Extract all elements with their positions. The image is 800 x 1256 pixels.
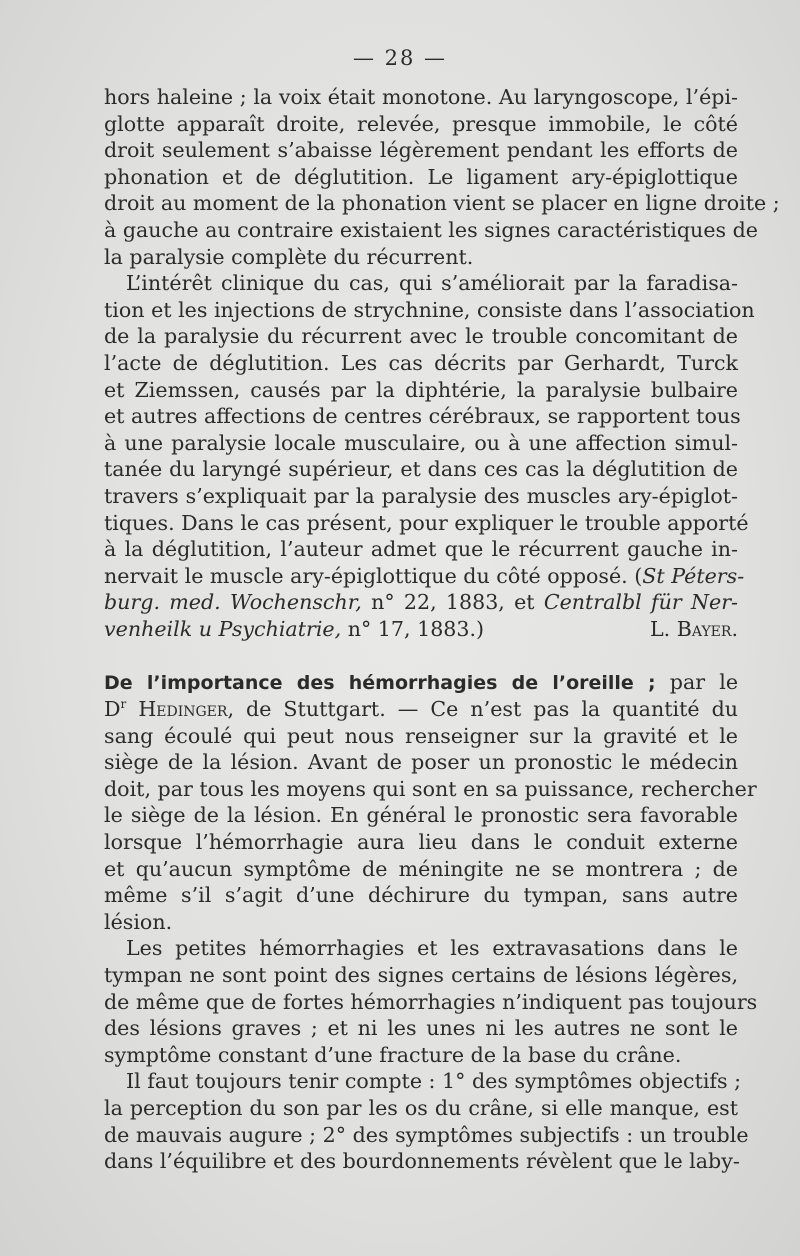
text-line: siège de la lésion. Avant de poser un pronostic le médecin: [104, 750, 738, 775]
text-line: droit au moment de la phonation vient se placer en ligne droite ;: [104, 191, 780, 216]
text-line: doit, par tous les moyens qui sont en sa puissance, rechercher: [104, 776, 757, 801]
citation-line: [104, 563, 745, 590]
article-2: [104, 669, 758, 1174]
text-line: de mauvais augure ; 2° des symptômes subjectifs : un trouble: [104, 1122, 749, 1147]
citation-journal: venheilk u Psychiatrie,: [104, 616, 342, 641]
text-line: hors haleine ; la voix était monotone. Au laryngoscope, l’épi-: [104, 85, 738, 109]
text-line: symptôme constant d’une fracture de la base du crâne.: [104, 1042, 682, 1067]
text-line: tympan ne sont point des signes certains de lésions légères,: [104, 963, 738, 987]
text-line: des lésions graves ; et ni les unes ni les autres ne sont le: [104, 1016, 738, 1041]
text-line: l’acte de déglutition. Les cas décrits par Gerhardt, Turck: [104, 350, 738, 375]
text-line: de la paralysie du récurrent avec le trouble concomitant de: [104, 324, 738, 349]
text-line: glotte apparaît droite, relevée, presque immobile, le côté: [104, 111, 738, 136]
text-line: sang écoulé qui peut nous renseigner sur la gravité et le: [104, 723, 738, 748]
author-signature: L. Bayer.: [650, 616, 738, 641]
article-title-line: De l’importance des hémorrhagies de l’oreille ; par le: [104, 670, 739, 695]
page-number: — 28 —: [352, 46, 448, 70]
text-line: même s’il s’agit d’une déchirure du tympan, sans autre: [104, 883, 738, 908]
text-line: à une paralysie locale musculaire, ou à une affection simul-: [104, 430, 738, 455]
text-line: à la déglutition, l’auteur admet que le récurrent gauche in-: [104, 537, 738, 562]
article-title: De l’importance des hémorrhagies de l’oreille ;: [104, 672, 656, 695]
body-text: [104, 84, 780, 1175]
text-line: à gauche au contraire existaient les signes caractéristiques de: [104, 217, 758, 242]
text-line: L’intérêt clinique du cas, qui s’améliorait par la faradisa-: [126, 271, 738, 296]
text-line: le siège de la lésion. En général le pronostic sera favorable: [104, 803, 738, 828]
article-author: Hedinger: [138, 697, 228, 722]
text-line: lorsque l’hémorrhagie aura lieu dans le conduit externe: [104, 830, 738, 855]
citation-text: nervait le muscle ary-épiglottique du côté opposé. (: [104, 563, 643, 588]
text-line: tion et les injections de strychnine, consiste dans l’association: [104, 297, 755, 322]
text-line: travers s’expliquait par la paralysie des muscles ary-épiglot-: [104, 483, 738, 508]
text-line: dans l’équilibre et des bourdonnements révèlent que le laby-: [104, 1149, 740, 1174]
text-line: et qu’aucun symptôme de méningite ne se montrera ; de: [104, 856, 738, 881]
paragraph-1: [104, 84, 780, 270]
citation-journal: St Péters-: [642, 563, 745, 588]
article-author-line: $D^r$ Hedinger, de Stuttgart. — Ce n’est pas la quantité du: [104, 697, 739, 722]
citation-text: n° 17, 1883.): [341, 616, 485, 641]
citation-line: [104, 589, 738, 616]
text-line: tiques. Dans le cas présent, pour expliquer le trouble apporté: [104, 510, 749, 535]
citation-signature-line: [104, 616, 738, 643]
text-line: droit seulement s’abaisse légèrement pendant les efforts de: [104, 138, 738, 163]
text-line: de même que de fortes hémorrhagies n’indiquent pas toujours: [104, 989, 758, 1014]
text-line: et autres affections de centres cérébraux, se rapportent tous: [104, 404, 741, 429]
text-line: tanée du laryngé supérieur, et dans ces cas la déglutition de: [104, 457, 738, 482]
paragraph-2: [104, 270, 755, 642]
text-line: et Ziemssen, causés par la diphtérie, la paralysie bulbaire: [104, 377, 738, 402]
citation-journal: burg. med. Wochenschr,: [104, 590, 362, 615]
text-line: phonation et de déglutition. Le ligament ary-épiglottique: [104, 164, 738, 189]
citation-journal: Centralbl für Ner-: [543, 590, 738, 615]
citation-text: n° 22, 1883, et: [361, 590, 544, 615]
text-line: lésion.: [104, 909, 173, 934]
text-line: la perception du son par les os du crâne, si elle manque, est: [104, 1095, 738, 1120]
text-line: Les petites hémorrhagies et les extravasations dans le: [126, 936, 738, 961]
text-line: la paralysie complète du récurrent.: [104, 244, 474, 269]
text-line: Il faut toujours tenir compte : 1° des symptômes objectifs ;: [126, 1069, 742, 1094]
